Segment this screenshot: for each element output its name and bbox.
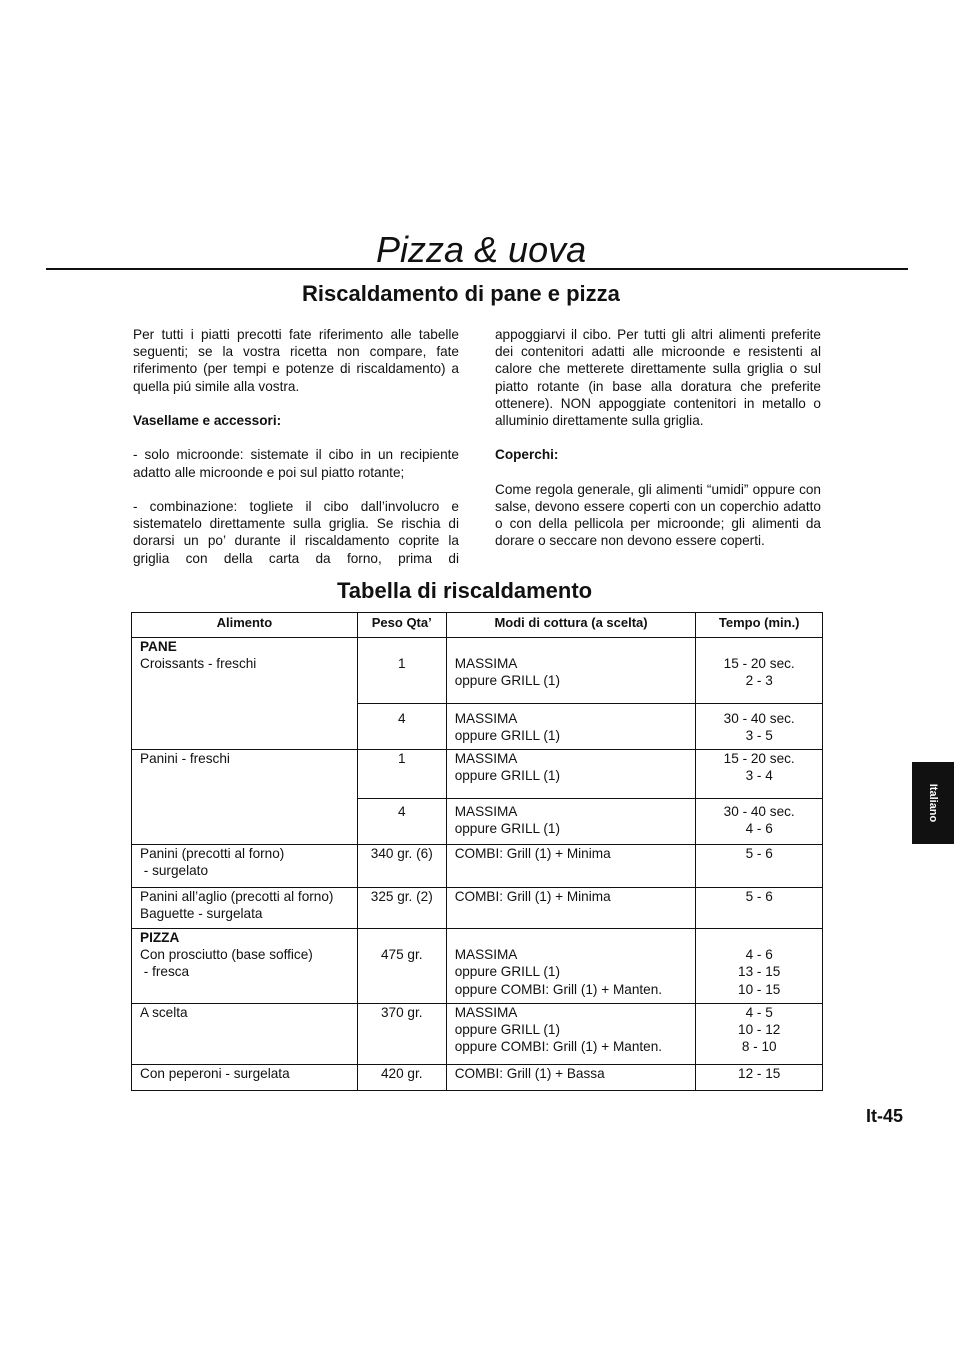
quantity-cell (357, 1065, 446, 1091)
quantity-cell (357, 1004, 446, 1065)
time: 15 - 20 sec. (723, 751, 795, 766)
mode-cell (446, 638, 696, 704)
time: 4 - 5 (745, 1005, 773, 1020)
mode-cell (446, 929, 696, 1004)
quantity: 4 (397, 711, 406, 726)
section-heading: Riscaldamento di pane e pizza (302, 281, 620, 306)
title-rule (46, 268, 908, 270)
mode: MASSIMA (454, 1005, 518, 1020)
food-cell (132, 799, 358, 845)
quantity: 1 (397, 656, 406, 672)
mode-cell (446, 704, 696, 750)
food-cell (132, 1004, 358, 1065)
mode: MASSIMA (454, 711, 518, 726)
mode: oppure GRILL (1) (454, 964, 560, 980)
mode-cell (446, 1065, 696, 1091)
heating-table (131, 612, 823, 1091)
table-row (132, 704, 823, 750)
time: 4 - 6 (745, 947, 773, 963)
food-name: Con peperoni - surgelata (140, 1066, 290, 1081)
quantity-cell (357, 845, 446, 888)
mode: MASSIMA (454, 656, 518, 672)
time: 30 - 40 sec. (723, 804, 795, 819)
time-cell (696, 929, 823, 1004)
quantity: 325 gr. (2) (370, 889, 433, 904)
page-title: Pizza & uova (376, 229, 587, 270)
mode: oppure COMBI: Grill (1) + Manten. (454, 1039, 663, 1055)
time-cell (696, 1065, 823, 1091)
header-food: Alimento (132, 613, 358, 638)
food-name: Con prosciutto (base soffice) (140, 947, 313, 963)
quantity-cell (357, 638, 446, 704)
mode: MASSIMA (454, 804, 518, 819)
time: 8 - 10 (741, 1039, 777, 1055)
mode: oppure GRILL (1) (454, 673, 560, 689)
food-cell (132, 1065, 358, 1091)
mode: oppure COMBI: Grill (1) + Manten. (454, 981, 663, 997)
body-column-right (495, 326, 821, 567)
intro-paragraph: Per tutti i piatti precotti fate riferimento alle tabelle seguenti; se la vostra ricetta non compare, fate riferimento (per tempi e potenze di riscaldamento) a quella piú simile alla vostra. (133, 327, 459, 394)
time-cell (696, 704, 823, 750)
time-cell (696, 638, 823, 704)
mode: COMBI: Grill (1) + Minima (454, 846, 611, 861)
mode: oppure GRILL (1) (454, 1022, 560, 1038)
mode-cell (446, 799, 696, 845)
mode-cell (446, 888, 696, 929)
table-row (132, 1004, 823, 1065)
mode: MASSIMA (454, 947, 518, 963)
table-row (132, 799, 823, 845)
mode: oppure GRILL (1) (454, 768, 560, 784)
quantity: 370 gr. (380, 1005, 423, 1020)
quantity: 475 gr. (380, 947, 423, 963)
mode-cell (446, 750, 696, 799)
time: 5 - 6 (745, 846, 773, 861)
category-label: PIZZA (140, 930, 180, 945)
category-label: PANE (140, 639, 177, 654)
containers-paragraph: appoggiarvi il cibo. Per tutti gli altri alimenti preferite dei contenitori adatti alle microonde e resistenti al calore che metterete direttamente sulla griglia o sul piatto rotante (in base alla doratura che preferite ottenere). NON appoggiate contenitori in metallo o alluminio direttamente sulla griglia. (495, 327, 821, 429)
food-cell (132, 638, 358, 704)
quantity: 340 gr. (6) (370, 846, 433, 861)
time: 2 - 3 (745, 673, 773, 689)
subheading-covers: Coperchi: (495, 447, 559, 463)
table-row (132, 638, 823, 704)
quantity-cell (357, 750, 446, 799)
mode: MASSIMA (454, 751, 518, 766)
food-cell (132, 750, 358, 799)
table-row (132, 845, 823, 888)
time: 3 - 5 (745, 728, 773, 744)
time: 4 - 6 (745, 821, 773, 837)
quantity: 420 gr. (380, 1066, 423, 1081)
food-name: - surgelato (140, 863, 209, 879)
language-tab-label: Italiano (927, 783, 939, 823)
table-row (132, 929, 823, 1004)
table-header-row (132, 613, 823, 638)
header-quantity: Peso Qta’ (357, 613, 446, 638)
mode: oppure GRILL (1) (454, 728, 560, 744)
quantity-cell (357, 888, 446, 929)
time: 10 - 15 (738, 981, 781, 997)
food-name: - fresca (140, 964, 190, 980)
body-column-left (133, 326, 459, 584)
time: 30 - 40 sec. (723, 711, 795, 726)
mode: COMBI: Grill (1) + Bassa (454, 1066, 605, 1081)
food-name: A scelta (140, 1005, 188, 1020)
time-cell (696, 888, 823, 929)
time: 15 - 20 sec. (723, 656, 795, 672)
food-name: Croissants - freschi (140, 656, 257, 672)
mode-cell (446, 1004, 696, 1065)
time: 5 - 6 (745, 889, 773, 904)
time: 10 - 12 (738, 1022, 781, 1038)
quantity: 1 (397, 751, 406, 766)
food-cell (132, 888, 358, 929)
food-name: Baguette - surgelata (140, 906, 263, 922)
subheading-accessories: Vasellame e accessori: (133, 413, 282, 428)
microwave-paragraph: - solo microonde: sistemate il cibo in un recipiente adatto alle microonde e poi sul piatto rotante; (133, 447, 459, 480)
food-name: Panini - freschi (140, 751, 230, 766)
food-name: Panini all’aglio (precotti al forno) (140, 889, 334, 904)
mode-cell (446, 845, 696, 888)
combination-paragraph: - combinazione: togliete il cibo dall’involucro e sistematelo direttamente sulla griglia. Se rischia di dorarsi un po’ durante il riscaldamento coprite la griglia con della carta da forno, prima di (133, 498, 459, 566)
covers-paragraph: Come regola generale, gli alimenti “umidi” oppure con salse, devono essere coperti con un coperchio adatto o con della pellicola per microonde; gli alimenti da dorare o seccare non devono essere coperti. (495, 481, 821, 549)
time-cell (696, 1004, 823, 1065)
header-mode: Modi di cottura (a scelta) (446, 613, 696, 638)
mode: oppure GRILL (1) (454, 821, 560, 837)
quantity-cell (357, 929, 446, 1004)
quantity-cell (357, 704, 446, 750)
header-time: Tempo (min.) (696, 613, 823, 638)
time: 13 - 15 (738, 964, 781, 980)
time-cell (696, 799, 823, 845)
table-row (132, 750, 823, 799)
time: 12 - 15 (738, 1066, 781, 1081)
time-cell (696, 845, 823, 888)
quantity: 4 (397, 804, 406, 819)
time-cell (696, 750, 823, 799)
language-tab (912, 762, 954, 844)
table-row (132, 1065, 823, 1091)
quantity-cell (357, 799, 446, 845)
food-name: Panini (precotti al forno) (140, 846, 285, 861)
table-row (132, 888, 823, 929)
page-number: It-45 (866, 1106, 904, 1126)
food-cell (132, 929, 358, 1004)
food-cell (132, 845, 358, 888)
food-cell (132, 704, 358, 750)
table-heading: Tabella di riscaldamento (337, 578, 593, 603)
mode: COMBI: Grill (1) + Minima (454, 889, 611, 904)
time: 3 - 4 (745, 768, 773, 784)
